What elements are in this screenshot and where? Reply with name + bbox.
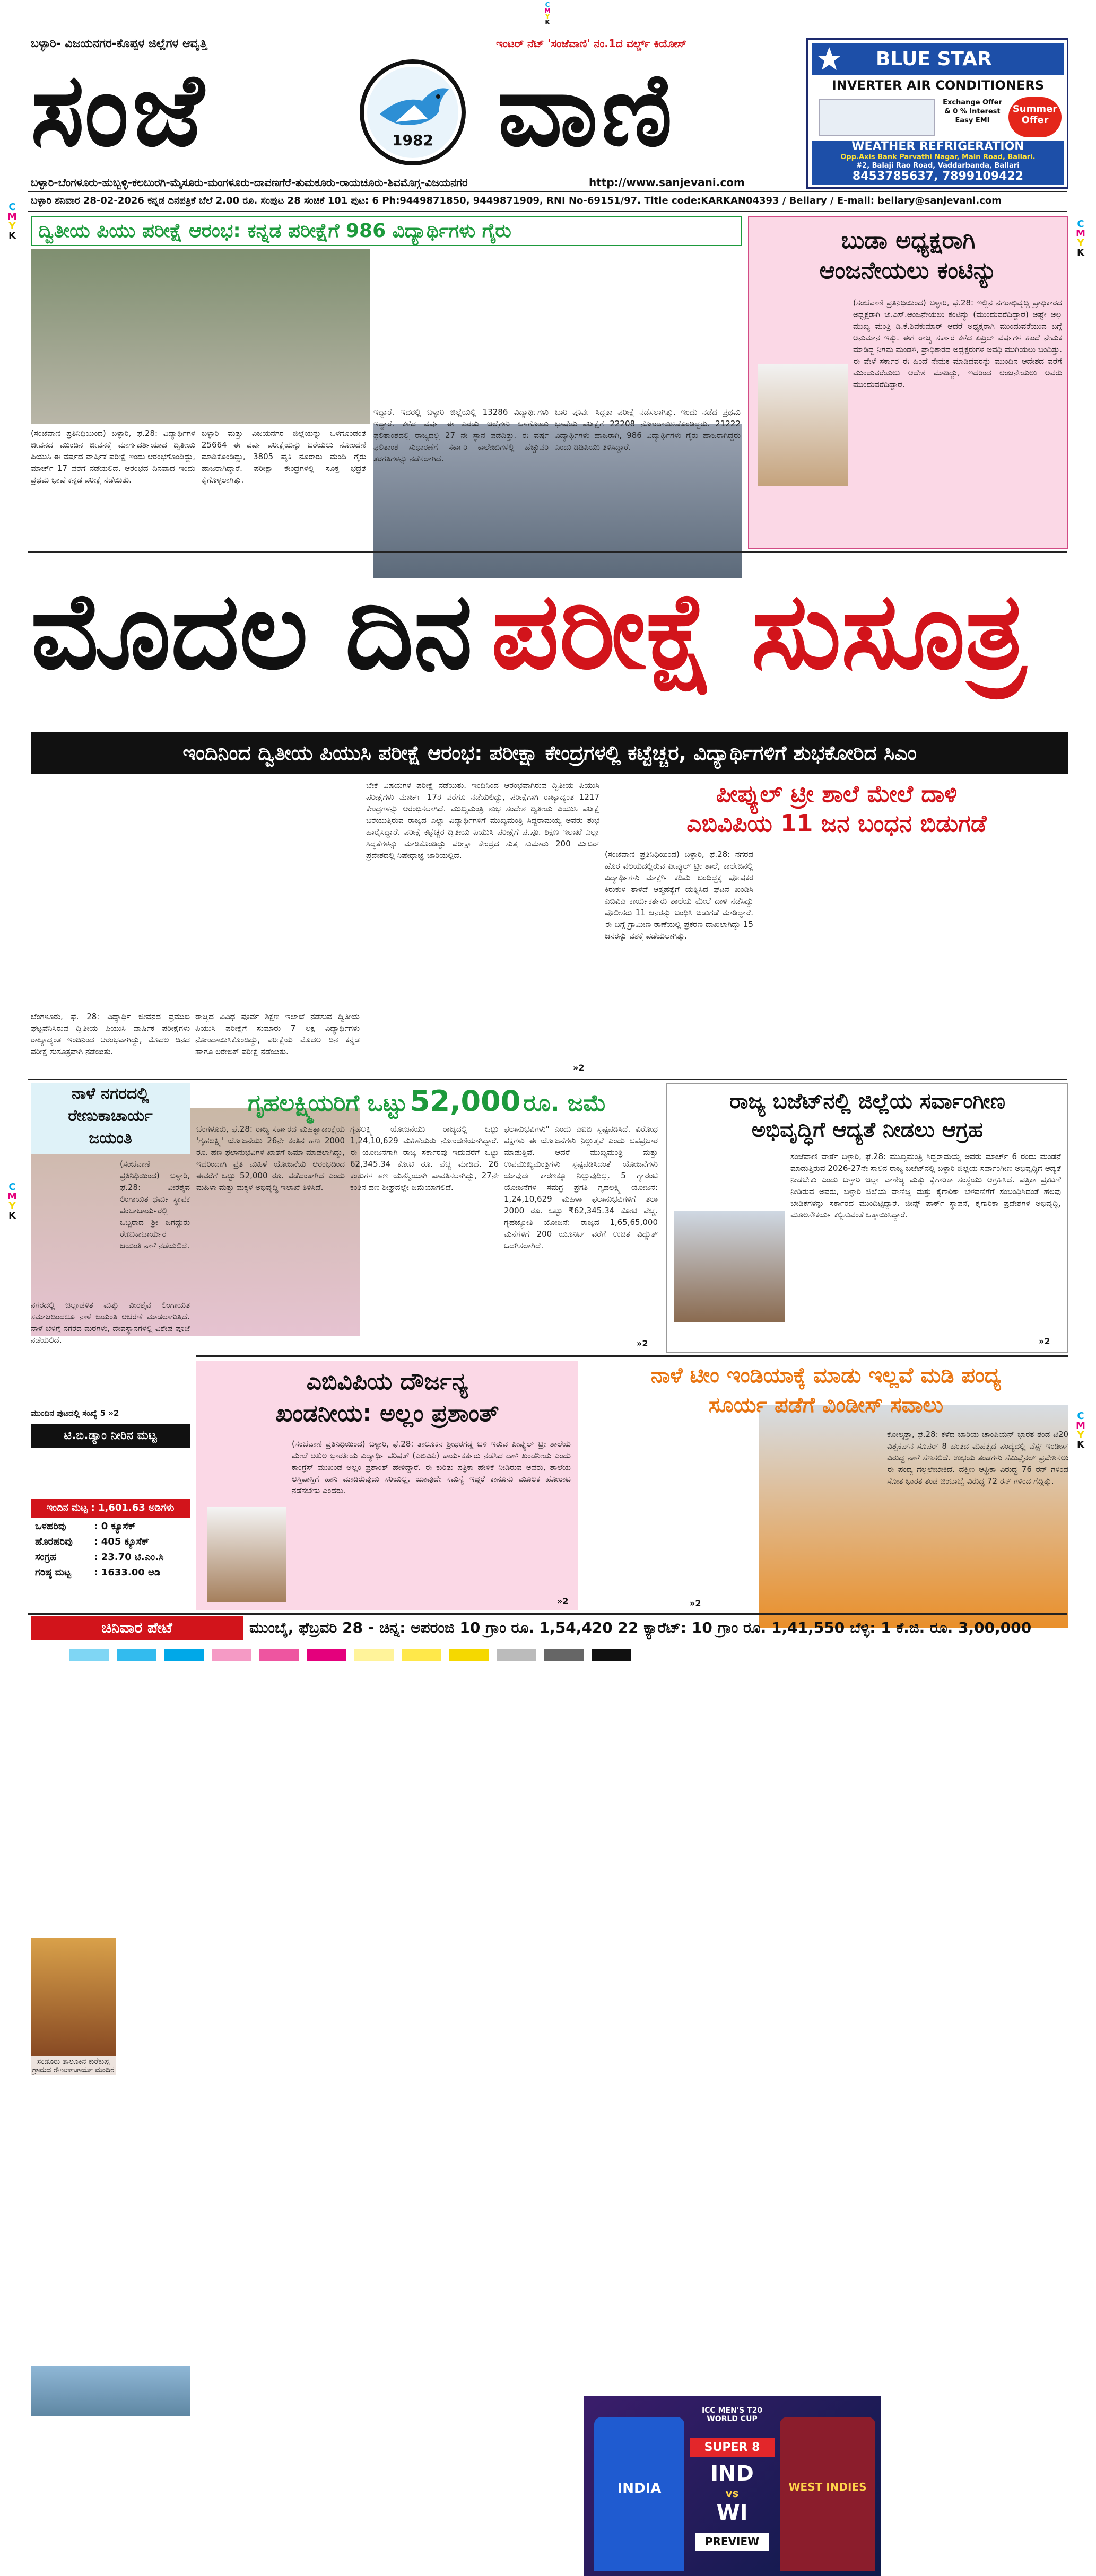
swatch-magenta-3 [307, 1649, 347, 1661]
abvp-headline-1: ಪೀಪ್ಯುಲ್ ಟ್ರೀ ಶಾಲೆ ಮೇಲೆ ದಾಳಿ [716, 781, 958, 808]
registration-cmyk-right-bottom: C M Y K [1076, 1410, 1085, 1450]
banner-headline [31, 557, 1068, 716]
banner-top-rule [28, 551, 1067, 553]
founding-year: 1982 [392, 132, 433, 149]
dam-today-level: ಇಂದಿನ ಮಟ್ಟ : 1,601.63 ಅಡಿಗಳು [31, 1499, 190, 1518]
swatch-cyan-1 [69, 1649, 109, 1661]
renuka-continued[interactable]: ಮುಂದಿನ ಪುಟದಲ್ಲಿ ಸಂಖ್ಯೆ 5 »2 [31, 1408, 119, 1418]
prashanth-continued[interactable]: »2 [557, 1596, 569, 1606]
puc-col-3: ಇದ್ದಾರೆ. ಇದರಲ್ಲಿ ಬಳ್ಳಾರಿ ಜಿಲ್ಲೆಯಲ್ಲಿ 13286 ವಿದ್ಯಾರ್ಥಿಗಳು ಇದ್ದಾರೆ. ಕಳೆದ ವರ್ಷ ಈ ಎರಡು ಜಿಲ್ಲೆಗಳು ಒಳಗೊಂಡು ಫಲಿತಾಂಶದಲ್ಲಿ ರಾಜ್ಯದಲ್ಲಿ 27 ನೇ ಸ್ಥಾನ ಪಡೆದಿತ್ತು. ಈ ವರ್ಷ ಫಲಿತಾಂಶ ಸುಧಾರಣೆಗೆ ಸರ್ಕಾರಿ ಕಾಲೇಜುಗಳಲ್ಲಿ ಹೆಚ್ಚುವರಿ ತರಗತಿಗಳನ್ನು ನಡೆಸಲಾಗಿದೆ. [373, 407, 549, 463]
mid-rule [28, 1079, 1067, 1080]
ad-phones: 8453785637, 7899109422 [852, 170, 1024, 183]
prashanth-headline-1: ಎಬಿವಿಪಿಯ ದೌರ್ಜನ್ಯ [306, 1368, 468, 1395]
dateline-rule [28, 211, 1067, 212]
registration-cmyk-top: C M Y K [544, 1, 551, 26]
abvp-headline-2: ಎಬಿವಿಪಿಯ 11 ಜನ ಬಂಧನ ಬಿಡುಗಡೆ [686, 810, 987, 837]
renuka-text-top: (ಸಂಜೆವಾಣಿ ಪ್ರತಿನಿಧಿಯಿಂದ) ಬಳ್ಳಾರಿ, ಫೆ.28: ವೀರಶೈವ ಲಿಂಗಾಯತ ಧರ್ಮ ಸ್ಥಾಪಕ ಪಂಚಾಚಾರ್ಯರಲ್ಲಿ ಒಬ್ಬರಾದ ಶ್ರೀ ಜಗದ್ಗುರು ರೇಣುಕಾಚಾರ್ಯರ ಜಯಂತಿ ನಾಳೆ ನಡೆಯಲಿದೆ. [120, 1159, 190, 1250]
swatch-magenta-1 [212, 1649, 252, 1661]
gruha-continued[interactable]: »2 [637, 1338, 648, 1348]
ad-shop: WEATHER REFRIGERATION [851, 140, 1024, 153]
poster-team-1: IND [710, 2461, 754, 2486]
dateline: ಬಳ್ಳಾರಿ ಶನಿವಾರ 28-02-2026 ಕನ್ನಡ ದಿನಪತ್ರಿಕೆ ಬೆಲೆ 2.00 ರೂ. ಸಂಪುಟ 28 ಸಂಚಿಕೆ 101 ಪುಟ: 6 Ph:9449871850, 9449871909, RNI No-69151/97. Title code:KARKAN04393 / Bellary / E-mail: bellary@sanjevani.com [31, 195, 1002, 206]
budget-box [666, 1083, 1068, 1353]
ad-offer: Exchange Offer & 0 % Interest Easy EMI [943, 99, 1002, 125]
puc-col-1: (ಸಂಜೆವಾಣಿ ಪ್ರತಿನಿಧಿಯಿಂದ) ಬಳ್ಳಾರಿ, ಫೆ.28: ವಿದ್ಯಾರ್ಥಿಗಳ ಜೀವನದ ಮುಂದಿನ ಜೀವನಕ್ಕೆ ಮಾರ್ಗದರ್ಶಿಯಾದ ದ್ವಿತೀಯ ಪಿಯುಸಿ ಈ ವರ್ಷದ ವಾರ್ಷಿಕ ಪರೀಕ್ಷೆ ಇಂದು ಆರಂಭಗೊಂಡಿದ್ದು, ಮಾರ್ಚ್ 17 ವರೆಗೆ ನಡೆಯಲಿದೆ. ಆರಂಭದ ದಿನವಾದ ಇಂದು ಪ್ರಥಮ ಭಾಷೆ ಕನ್ನಡ ಪರೀಕ್ಷೆ ನಡೆಯಿತು. [31, 428, 195, 485]
puc-headline-box [31, 216, 742, 246]
internet-kiosk-line: ಇಂಟರ್ ನೆಟ್ 'ಸಂಜೆವಾಣಿ' ನಂ.1ದ ವರ್ಲ್ಡ್ ಕಿಯೋಸ್ [496, 37, 686, 50]
renuka-headline-2: ರೇಣುಕಾಚಾರ್ಯ [68, 1107, 153, 1125]
dam-row-label: ಗರಿಷ್ಠ ಮಟ್ಟ [35, 1567, 71, 1578]
puc-col-2: ಬಳ್ಳಾರಿ ಮತ್ತು ವಿಜಯನಗರ ಜಿಲ್ಲೆಯನ್ನು ಒಳಗೊಂಡಂತೆ 25664 ಈ ವರ್ಷ ಪರೀಕ್ಷೆಯನ್ನು ಬರೆಯಲು ನೋಂದಣಿ ಮಾಡಿಕೊಂಡಿದ್ದು, 3805 ಪೈಕಿ ನೂರಾರು ಮಂದಿ ಗೈರು ಹಾಜರಾಗಿದ್ದಾರೆ. ಪರೀಕ್ಷಾ ಕೇಂದ್ರಗಳಲ್ಲಿ ಸೂಕ್ತ ಭದ್ರತೆ ಕೈಗೊಳ್ಳಲಾಗಿತ್ತು. [202, 428, 366, 485]
buda-text: (ಸಂಜೆವಾಣಿ ಪ್ರತಿನಿಧಿಯಿಂದ) ಬಳ್ಳಾರಿ, ಫೆ.28: ಇಲ್ಲಿನ ನಗರಾಭಿವೃದ್ಧಿ ಪ್ರಾಧಿಕಾರದ ಅಧ್ಯಕ್ಷರಾಗಿ ಜೆ.ಎಸ್.ಆಂಜನೇಯಲು ಕಂಟಿನ್ಯು (ಮುಂದುವರೆದಿದ್ದಾರೆ) ಅಷ್ಟೇ ಅಲ್ಲ ಮುಖ್ಯ ಮಂತ್ರಿ ಡಿ.ಕೆ.ಶಿವಕುಮಾರ್ ಆದರೆ ಅಧ್ಯಕ್ಷರಾಗಿ ಮುಂದುವರೆಯುವ ಬಗ್ಗೆ ಅನುಮಾನ ಇತ್ತು. ಈಗ ರಾಜ್ಯ ಸರ್ಕಾರ ಕಳೆದ ಏಪ್ರಿಲ್ ವರ್ಷಗಳ ಹಿಂದೆ ನೇಮಕ ಮಾಡಿದ್ದ ನಿಗಮ ಮಂಡಳಿ, ಪ್ರಾಧಿಕಾರದ ಅಧ್ಯಕ್ಷರುಗಳ ಅವಧಿ ಮುಗಿಯಲು ಬಂದಿತ್ತು. ಈ ವೇಳೆ ಸರ್ಕಾರ ಈ ಹಿಂದೆ ನೇಮಕ ಮಾಡಿದವರನ್ನು ಮುಂದಿನ ಆದೇಶದ ವರೆಗೆ ಮುಂದುವರೆಯಲು ಆದೇಶ ಮಾಡಿದ್ದು, ಇದರಿಂದ ಆಂಜನೇಯಲು ಅವರು ಮುಂದುವರೆದಿದ್ದಾರೆ. [853, 298, 1062, 389]
registration-cmyk-left-bottom: C M Y K [7, 1181, 17, 1221]
cricket-headline-1: ನಾಳೆ ಟೀಂ ಇಂಡಿಯಾಕ್ಕೆ ಮಾಡು ಇಲ್ಲವೆ ಮಡಿ ಪಂದ್ಯ [650, 1363, 1002, 1388]
renuka-headline-box [31, 1083, 190, 1154]
title-vani: ವಾಣಿ [498, 50, 676, 169]
exam-col-1: ಬೆಂಗಳೂರು, ಫೆ. 28: ವಿದ್ಯಾರ್ಥಿ ಜೀವನದ ಪ್ರಮುಖ ಘಟ್ಟವೆನಿಸಿರುವ ದ್ವಿತೀಯ ಪಿಯುಸಿ ವಾರ್ಷಿಕ ಪರೀಕ್ಷೆಗಳು ರಾಜ್ಯಾದ್ಯಂತ ಇಂದಿನಿಂದ ಆರಂಭವಾಗಿದ್ದು, ಮೊದಲ ದಿನದ ಪರೀಕ್ಷೆ ಸುಸೂತ್ರವಾಗಿ ನಡೆಯಿತು. [31, 1012, 190, 1056]
buda-headline-1: ಬುಡಾ ಅಧ್ಯಕ್ಷರಾಗಿ [841, 227, 976, 254]
colour-test-strip [69, 1649, 631, 1661]
ad-shop-bar [812, 141, 1064, 185]
budget-portrait [674, 1211, 785, 1322]
prashanth-headline-2: ಖಂಡನೀಯ: ಅಲ್ಲಂ ಪ್ರಶಾಂತ್ [275, 1400, 499, 1427]
gruha-col-1: ಬೆಂಗಳೂರು, ಫೆ.28: ರಾಜ್ಯ ಸರ್ಕಾರದ ಮಹತ್ವಾಕಾಂಕ್ಷೆಯ 'ಗೃಹಲಕ್ಷ್ಮಿ' ಯೋಜನೆಯು 26ನೇ ಕಂತಿನ ಹಣ 2000 ರೂ. ಹಣ ಫಲಾನುಭವಿಗಳ ಖಾತೆಗೆ ಜಮಾ ಮಾಡಲಾಗಿದ್ದು, ಇದರಿಂದಾಗಿ ಪ್ರತಿ ಮಹಿಳೆ ಯೋಜನೆಯ ಆರಂಭದಿಂದ ಈವರೆಗೆ ಒಟ್ಟು 52,000 ರೂ. ಪಡೆದಂತಾಗಿದೆ ಎಂದು ಮಹಿಳಾ ಮತ್ತು ಮಕ್ಕಳ ಅಭಿವೃದ್ಧಿ ಇಲಾಖೆ ತಿಳಿಸಿದೆ. [196, 1124, 345, 1192]
exam-col-right: ಬೇಕೆ ವಿಷಯಗಳ ಪರೀಕ್ಷೆ ನಡೆಯಿತು. ಇಂದಿನಿಂದ ಆರಂಭವಾಗಿರುವ ದ್ವಿತೀಯ ಪಿಯುಸಿ ಪರೀಕ್ಷೆಗಳು ಮಾರ್ಚ್ 17ರ ವರೆಗೂ ನಡೆಯಲಿದ್ದು, ಪರೀಕ್ಷೆಗಾಗಿ ರಾಜ್ಯಾದ್ಯಂತ 1217 ಕೇಂದ್ರಗಳನ್ನು ಆರಂಭಿಸಲಾಗಿದೆ. ಮುಖ್ಯಮಂತ್ರಿ ಶುಭ ಸಂದೇಶ ದ್ವಿತೀಯ ಪಿಯುಸಿ ಪರೀಕ್ಷೆ ಬರೆಯುತ್ತಿರುವ ರಾಜ್ಯದ ಎಲ್ಲಾ ವಿದ್ಯಾರ್ಥಿಗಳಿಗೆ ಮುಖ್ಯಮಂತ್ರಿ ಸಿದ್ದರಾಮಯ್ಯ ಅವರು ಶುಭ ಹಾರೈಸಿದ್ದಾರೆ. ಪರೀಕ್ಷೆ ಕಟ್ಟೆಚ್ಚರ ದ್ವಿತೀಯ ಪಿಯುಸಿ ಪರೀಕ್ಷೆಗೆ ಪ.ಪೂ. ಶಿಕ್ಷಣ ಇಲಾಖೆ ಎಲ್ಲಾ ಸಿದ್ಧತೆಗಳನ್ನು ಮಾಡಿಕೊಂಡಿದ್ದು ಪರೀಕ್ಷಾ ಕೇಂದ್ರದ ಸುತ್ತ ಸುಮಾರು 200 ಮೀಟರ್ ಪ್ರದೇಶದಲ್ಲಿ ನಿಷೇಧಾಜ್ಞೆ ಜಾರಿಯಲ್ಲಿದೆ. [366, 781, 599, 860]
footer-rule [28, 1613, 1067, 1615]
buda-box [748, 216, 1068, 549]
puc-photo-1 [31, 249, 370, 424]
website-link[interactable]: http://www.sanjevani.com [589, 176, 745, 189]
prashanth-text: (ಸಂಜೆವಾಣಿ ಪ್ರತಿನಿಧಿಯಿಂದ) ಬಳ್ಳಾರಿ, ಫೆ.28: ತಾಲೂಕಿನ ಶ್ರೀಧರಗಡ್ಡ ಬಳಿ ಇರುವ ಪೀಪ್ಯುಲ್ ಟ್ರೀ ಶಾಲೆಯ ಮೇಲೆ ಅಖಿಲ ಭಾರತೀಯ ವಿದ್ಯಾರ್ಥಿ ಪರಿಷತ್ (ಎಬಿವಿಪಿ) ಕಾರ್ಯಕರ್ತರು ನಡೆಸಿದ ದಾಳಿ ಖಂಡನೀಯ ಎಂದು ಕಾಂಗ್ರೆಸ್ ಮುಖಂಡ ಅಲ್ಲಂ ಪ್ರಶಾಂತ್ ಹೇಳಿದ್ದಾರೆ. ಈ ಕುರಿತು ಪತ್ರಿಕಾ ಹೇಳಿಕೆ ನೀಡಿರುವ ಅವರು, ಶಾಲೆಯ ಆಸ್ತಿಪಾಸ್ತಿಗೆ ಹಾನಿ ಮಾಡಿರುವುದು ಸರಿಯಲ್ಲ. ಯಾವುದೇ ಸಮಸ್ಯೆ ಇದ್ದರೆ ಕಾನೂನು ಮೂಲಕ ಹೋರಾಟ ನಡೆಸಬೇಕು ಎಂದರು. [292, 1439, 571, 1495]
market-rates: ಮುಂಬೈ, ಫೆಬ್ರವರಿ 28 - ಚಿನ್ನ: ಅಪರಂಜಿ 10 ಗ್ರಾಂ ರೂ. 1,54,420 22 ಕ್ಯಾರೆಟ್: 10 ಗ್ರಾಂ ರೂ. 1,41,550 ಬೆಳ್ಳಿ: 1 ಕೆ.ಜಿ. ರೂ. 3,00,000 [249, 1619, 1032, 1636]
abvp-headline [605, 779, 1068, 843]
dam-row-value: : 23.70 ಟಿ.ಎಂ.ಸಿ [94, 1552, 164, 1563]
dam-photo [31, 2366, 190, 2416]
budget-text: ಸಂಜೆವಾಣಿ ವಾರ್ತೆ ಬಳ್ಳಾರಿ, ಫೆ.28: ಮುಖ್ಯಮಂತ್ರಿ ಸಿದ್ದರಾಮಯ್ಯ ಅವರು ಮಾರ್ಚ್ 6 ರಂದು ಮಂಡನೆ ಮಾಡುತ್ತಿರುವ 2026-27ನೇ ಸಾಲಿನ ರಾಜ್ಯ ಬಜೆಟ್‌ನಲ್ಲಿ ಬಳ್ಳಾರಿ ಜಿಲ್ಲೆಯ ಸರ್ವಾಂಗೀಣ ಅಭಿವೃದ್ಧಿಗೆ ಆದ್ಯತೆ ನೀಡಬೇಕು ಎಂದು ಬಳ್ಳಾರಿ ಜಿಲ್ಲಾ ವಾಣಿಜ್ಯ ಮತ್ತು ಕೈಗಾರಿಕಾ ಸಂಸ್ಥೆಯು ಆಗ್ರಹಿಸಿದೆ. ಪತ್ರಿಕಾ ಪ್ರಕಟಣೆ ನೀಡಿರುವ ಅವರು, ಬಳ್ಳಾರಿ ಜಿಲ್ಲೆಯ ವಾಣಿಜ್ಯ ಮತ್ತು ಕೈಗಾರಿಕಾ ಬೆಳವಣಿಗೆಗೆ ಸಂಬಂಧಿಸಿದಂತೆ ಹಲವು ಬೇಡಿಕೆಗಳನ್ನು ಸರ್ಕಾರದ ಮುಂದಿಟ್ಟಿದ್ದಾರೆ. ಜೀನ್ಸ್ ಪಾರ್ಕ್ ಸ್ಥಾಪನೆ, ಕೈಗಾರಿಕಾ ಪ್ರದೇಶಗಳ ಅಭಿವೃದ್ಧಿ, ಮೂಲಸೌಕರ್ಯ ಕಲ್ಪಿಸುವಂತೆ ಒತ್ತಾಯಿಸಿದ್ದಾರೆ. [790, 1152, 1061, 1220]
poster-team-2: WI [716, 2501, 748, 2525]
buda-portrait [758, 364, 848, 486]
lower-rule [196, 1355, 1068, 1357]
ad-product: INVERTER AIR CONDITIONERS [831, 78, 1045, 93]
swatch-yellow-2 [402, 1649, 442, 1661]
dam-row-label: ಸಂಗ್ರಹ [35, 1552, 57, 1563]
prashanth-portrait [207, 1507, 286, 1602]
abvp-text: (ಸಂಜೆವಾಣಿ ಪ್ರತಿನಿಧಿಯಿಂದ) ಬಳ್ಳಾರಿ, ಫೆ.28: ನಗರದ ಹೊರ ವಲಯದಲ್ಲಿರುವ ಪೀಪ್ಯುಲ್ ಟ್ರೀ ಶಾಲೆ, ಕಾಲೇಜಿನಲ್ಲಿ ವಿದ್ಯಾರ್ಥಿಗಳು ಮಾರ್ಕ್ಸ್ ಕಡಿಮೆ ಬಂದಿದ್ದಕ್ಕೆ ಪೋಷಕರ ಕಿರುಕುಳ ತಾಳದೆ ಆತ್ಮಹತ್ಯೆಗೆ ಯತ್ನಿಸಿದ ಘಟನೆ ಖಂಡಿಸಿ ಎಬಿವಿಪಿ ಕಾರ್ಯಕರ್ತರು ಶಾಲೆಯ ಮೇಲೆ ದಾಳಿ ನಡೆಸಿದ್ದು ಪೊಲೀಸರು 11 ಜನರನ್ನು ಬಂಧಿಸಿ ಬಿಡುಗಡೆ ಮಾಡಿದ್ದಾರೆ. ಈ ಬಗ್ಗೆ ಗ್ರಾಮೀಣ ಠಾಣೆಯಲ್ಲಿ ಪ್ರಕರಣ ದಾಖಲಾಗಿದ್ದು 15 ಜನರನ್ನು ವಶಕ್ಕೆ ಪಡೆಯಲಾಗಿತ್ತು. [605, 849, 753, 941]
cricket-text: ಕೋಲ್ಕತ್ತಾ, ಫೆ.28: ಕಳೆದ ಬಾರಿಯ ಚಾಂಪಿಯನ್ ಭಾರತ ತಂಡ ಟಿ20 ವಿಶ್ವಕಪ್‌ನ ಸೂಪರ್ 8 ಹಂತದ ಮಹತ್ವದ ಪಂದ್ಯದಲ್ಲಿ ವೆಸ್ಟ್ ಇಂಡೀಸ್ ವಿರುದ್ಧ ನಾಳೆ ಸೆಣಸಲಿದೆ. ಉಭಯ ತಂಡಗಳು ಸೆಮಿಫೈನಲ್ ಪ್ರವೇಶಿಸಲು ಈ ಪಂದ್ಯ ಗೆಲ್ಲಲೇಬೇಕಿದೆ. ದಕ್ಷಿಣ ಆಫ್ರಿಕಾ ವಿರುದ್ಧ 76 ರನ್ ಗಳಿಂದ ಸೋತ ಭಾರತ ತಂಡ ಜಿಂಬಾಬ್ವೆ ವಿರುದ್ಧ 72 ರನ್ ಗಳಿಂದ ಗೆದ್ದಿತ್ತು. [887, 1430, 1068, 1486]
poster-stage: SUPER 8 [690, 2438, 775, 2457]
registration-cmyk-left-top: C M Y K [7, 201, 17, 241]
swatch-yellow-1 [354, 1649, 394, 1661]
jersey-wi: WEST INDIES [780, 2417, 875, 2571]
budget-continued[interactable]: »2 [1039, 1336, 1050, 1346]
ac-unit-image [819, 99, 935, 136]
cricket-poster [584, 2396, 881, 2576]
exam-col-2: ರಾಜ್ಯದ ವಿವಿಧ ಪೂರ್ವ ಶಿಕ್ಷಣ ಇಲಾಖೆ ನಡೆಸುವ ದ್ವಿತೀಯ ಪಿಯುಸಿ ಪರೀಕ್ಷೆಗೆ ಸುಮಾರು 7 ಲಕ್ಷ ವಿದ್ಯಾರ್ಥಿಗಳು ನೋಂದಾಯಿಸಿಕೊಂಡಿದ್ದು, ಪರೀಕ್ಷೆಯ ಮೊದಲ ದಿನ ಕನ್ನಡ ಹಾಗೂ ಅರೇಬಿಕ್ ಪರೀಕ್ಷೆ ನಡೆಯಿತು. [195, 1012, 360, 1056]
swatch-cyan-3 [164, 1649, 204, 1661]
gruha-col-3: ಫಲಾನುಭವಿಗಳು" ಎಂದು ಪಿಐಬಿ ಸ್ಪಷ್ಟಪಡಿಸಿದೆ. ವಿರೋಧ ಪಕ್ಷಗಳು ಈ ಯೋಜನೆಗಳು ನಿಲ್ಲುತ್ತವೆ ಎಂದು ಅಪಪ್ರಚಾರ ಮಾಡುತ್ತಿವೆ. ಆದರೆ ಮುಖ್ಯಮಂತ್ರಿ ಮತ್ತು ಉಪಮುಖ್ಯಮಂತ್ರಿಗಳು ಸ್ಪಷ್ಟಪಡಿಸಿದಂತೆ ಯೋಜನೆಗಳು ಯಾವುದೇ ಕಾರಣಕ್ಕೂ ನಿಲ್ಲುವುದಿಲ್ಲ. 5 ಗ್ಯಾರಂಟಿ ಯೋಜನೆಗಳ ಸಮಗ್ರ ಪ್ರಗತಿ ಗೃಹಲಕ್ಷ್ಮಿ ಯೋಜನೆ: 1,24,10,629 ಮಹಿಳಾ ಫಲಾನುಭವಿಗಳಿಗೆ ತಲಾ 2000 ರೂ. ಒಟ್ಟು ₹62,345.34 ಕೋಟಿ ವೆಚ್ಚ. ಗೃಹಜ್ಯೋತಿ ಯೋಜನೆ: ರಾಜ್ಯದ 1,65,65,000 ಮನೆಗಳಿಗೆ 200 ಯೂನಿಟ್ ವರೆಗೆ ಉಚಿತ ವಿದ್ಯುತ್ ಒದಗಿಸಲಾಗಿದೆ. [504, 1124, 658, 1250]
title-sanje: ಸಂಜೆ [31, 50, 207, 169]
renuka-text-bottom: ನಗರದಲ್ಲಿ ಜಿಲ್ಲಾಡಳಿತ ಮತ್ತು ವೀರಶೈವ ಲಿಂಗಾಯತ ಸಮಾಜದಿಂದಲೂ ನಾಳೆ ಜಯಂತಿ ಆಚರಣೆ ಮಾಡಲಾಗುತ್ತಿದೆ. ನಾಳೆ ಬೆಳಿಗ್ಗೆ ನಗರದ ಮಠಗಳು, ದೇವಸ್ಥಾನಗಳಲ್ಲಿ ವಿಶೇಷ ಪೂಜೆ ನಡೆಯಲಿದೆ. [31, 1300, 190, 1345]
star-icon [816, 46, 842, 72]
dam-row-label: ಹೊರಹರಿವು [35, 1536, 73, 1547]
exam-continued[interactable]: »2 [573, 1063, 585, 1073]
swatch-magenta-2 [259, 1649, 299, 1661]
gruha-headline-c: ರೂ. ಜಮೆ [523, 1090, 606, 1117]
ad-address2: #2, Balaji Rao Road, Vaddarbanda, Ballari [856, 162, 1020, 170]
gruha-headline [196, 1083, 658, 1120]
jersey-india: INDIA [594, 2417, 684, 2571]
dam-row [31, 1549, 190, 1565]
dam-row [31, 1534, 190, 1549]
ad-bluestar[interactable] [806, 38, 1068, 189]
ad-summer-badge: Summer Offer [1008, 97, 1062, 137]
puc-col-4: ಬಾರಿ ಪೂರ್ವ ಸಿದ್ಧತಾ ಪರೀಕ್ಷೆ ನಡೆಸಲಾಗಿತ್ತು. ಇಂದು ನಡೆದ ಪ್ರಥಮ ಭಾಷೆಯ ಪರೀಕ್ಷೆಗೆ 22208 ನೋಂದಾಯಿಸಿಕೊಂಡಿದ್ದರು. 21222 ವಿದ್ಯಾರ್ಥಿಗಳು ಹಾಜರಾಗಿ, 986 ವಿದ್ಯಾರ್ಥಿಗಳು ಗೈರು ಹಾಜರಾಗಿದ್ದರು ಎಂದು ಡಿಡಿಪಿಯು ತಿಳಿಸಿದ್ದಾರೆ. [555, 407, 741, 452]
dam-row [31, 1519, 190, 1534]
ad-address1: Opp.Axis Bank Parvathi Nagar, Main Road, Ballari. [840, 153, 1036, 161]
edition-line: ಬಳ್ಳಾರಿ- ವಿಜಯನಗರ-ಕೊಪ್ಪಳ ಜಿಲ್ಲೆಗಳ ಆವೃತ್ತಿ [31, 37, 207, 50]
banner-part-1: ಮೊದಲ ದಿನ [31, 568, 473, 693]
dove-logo [360, 59, 466, 165]
dam-row-label: ಒಳಹರಿವು [35, 1521, 66, 1532]
dam-row-value: : 0 ಕ್ಯೂಸೆಕ್ [94, 1521, 136, 1532]
renuka-headline-3: ಜಯಂತಿ [89, 1129, 132, 1147]
renuka-temple-photo [31, 1938, 116, 2075]
swatch-yellow-3 [449, 1649, 489, 1661]
swatch-black-2 [544, 1649, 584, 1661]
gruha-headline-b: 52,000 [410, 1084, 521, 1118]
banner-subline: ಇಂದಿನಿಂದ ದ್ವಿತೀಯ ಪಿಯುಸಿ ಪರೀಕ್ಷೆ ಆರಂಭ: ಪರೀಕ್ಷಾ ಕೇಂದ್ರಗಳಲ್ಲಿ ಕಟ್ಟೆಚ್ಚರ, ವಿದ್ಯಾರ್ಥಿಗಳಿಗೆ ಶುಭಕೋರಿದ ಸಿಎಂ [31, 732, 1068, 774]
swatch-black-1 [497, 1649, 537, 1661]
dam-title: ಟಿ.ಬಿ.ಡ್ಯಾಂ ನೀರಿನ ಮಟ್ಟ [31, 1424, 190, 1448]
market-label: ಚಿನಿವಾರ ಪೇಟೆ [31, 1616, 243, 1640]
swatch-cyan-2 [117, 1649, 157, 1661]
cricket-continued[interactable]: »2 [690, 1598, 701, 1608]
prashanth-box [196, 1361, 578, 1610]
gruha-headline-a: ಗೃಹಲಕ್ಷ್ಮಿಯರಿಗೆ ಒಟ್ಟು [248, 1090, 407, 1117]
registration-cmyk-right-top: C M Y K [1076, 218, 1085, 258]
gruha-col-2: ಗೃಹಲಕ್ಷ್ಮಿ ಯೋಜನೆಯು ರಾಜ್ಯದಲ್ಲಿ ಒಟ್ಟು 1,24,10,629 ಮಹಿಳೆಯರು ನೋಂದಣಿಯಾಗಿದ್ದಾರೆ. ಈ ಯೋಜನೆಗಾಗಿ ರಾಜ್ಯ ಸರ್ಕಾರವು ಇದುವರೆಗೆ ಒಟ್ಟು 62,345.34 ಕೋಟಿ ರೂ. ವೆಚ್ಚ ಮಾಡಿದೆ. 26 ಕಂತುಗಳ ಹಣ ಯಶಸ್ವಿಯಾಗಿ ಪಾವತಿಸಲಾಗಿದ್ದು, 27ನೇ ಕಂತಿನ ಹಣ ಶೀಘ್ರದಲ್ಲೇ ಜಮೆಯಾಗಲಿದೆ. [350, 1124, 499, 1192]
banner-part-2: ಪರೀಕ್ಷೆ ಸುಸೂತ್ರ [491, 568, 1026, 693]
renuka-caption: ಸಂಡೂರು ತಾಲೂಕಿನ ಕುರೆಕುಪ್ಪ ಗ್ರಾಮದ ರೇಣುಕಾಚಾರ್ಯ ಮಂದಿರ [31, 2056, 116, 2075]
budget-headline-1: ರಾಜ್ಯ ಬಜೆಟ್‌ನಲ್ಲಿ ಜಿಲ್ಲೆಯ ಸರ್ವಾಂಗೀಣ [729, 1089, 1005, 1114]
dam-table [31, 1519, 190, 1598]
dam-row-value: : 405 ಕ್ಯೂಸೆಕ್ [94, 1536, 149, 1547]
ad-brand: BLUE STAR [876, 48, 992, 70]
poster-event: ICC MEN'S T20 WORLD CUP [701, 2406, 763, 2423]
masthead-rule [28, 191, 1067, 192]
poster-preview: PREVIEW [695, 2533, 769, 2551]
dam-row [31, 1565, 190, 1580]
masthead-title [31, 50, 795, 169]
cricket-headline [584, 1361, 1068, 1424]
ad-brand-bar [812, 43, 1064, 75]
swatch-black-3 [592, 1649, 632, 1661]
city-editions: ಬಳ್ಳಾರಿ-ಬೆಂಗಳೂರು-ಹುಬ್ಬಳ್ಳಿ-ಕಲಬುರಗಿ-ಮೈಸೂರು-ಮಂಗಳೂರು-ದಾವಣಗೆರೆ-ತುಮಕೂರು-ರಾಯಚೂರು-ಶಿವಮೊಗ್ಗ-ವಿಜಯನಗರ [31, 176, 468, 189]
renuka-headline-1: ನಾಳೆ ನಗರದಲ್ಲಿ [71, 1084, 150, 1103]
budget-headline-2: ಅಭಿವೃದ್ಧಿಗೆ ಆದ್ಯತೆ ನೀಡಲು ಆಗ್ರಹ [751, 1118, 984, 1142]
buda-headline-2: ಆಂಜನೇಯಲು ಕಂಟಿನ್ಯು [819, 257, 997, 284]
dam-row-value: : 1633.00 ಅಡಿ [94, 1567, 161, 1578]
poster-vs: vs [725, 2487, 739, 2500]
puc-headline: ದ್ವಿತೀಯ ಪಿಯು ಪರೀಕ್ಷೆ ಆರಂಭ: ಕನ್ನಡ ಪರೀಕ್ಷೆಗೆ 986 ವಿದ್ಯಾರ್ಥಿಗಳು ಗೈರು [38, 220, 511, 242]
cricket-headline-2: ಸೂರ್ಯ ಪಡೆಗೆ ವಿಂಡೀಸ್ ಸವಾಲು [708, 1393, 944, 1417]
